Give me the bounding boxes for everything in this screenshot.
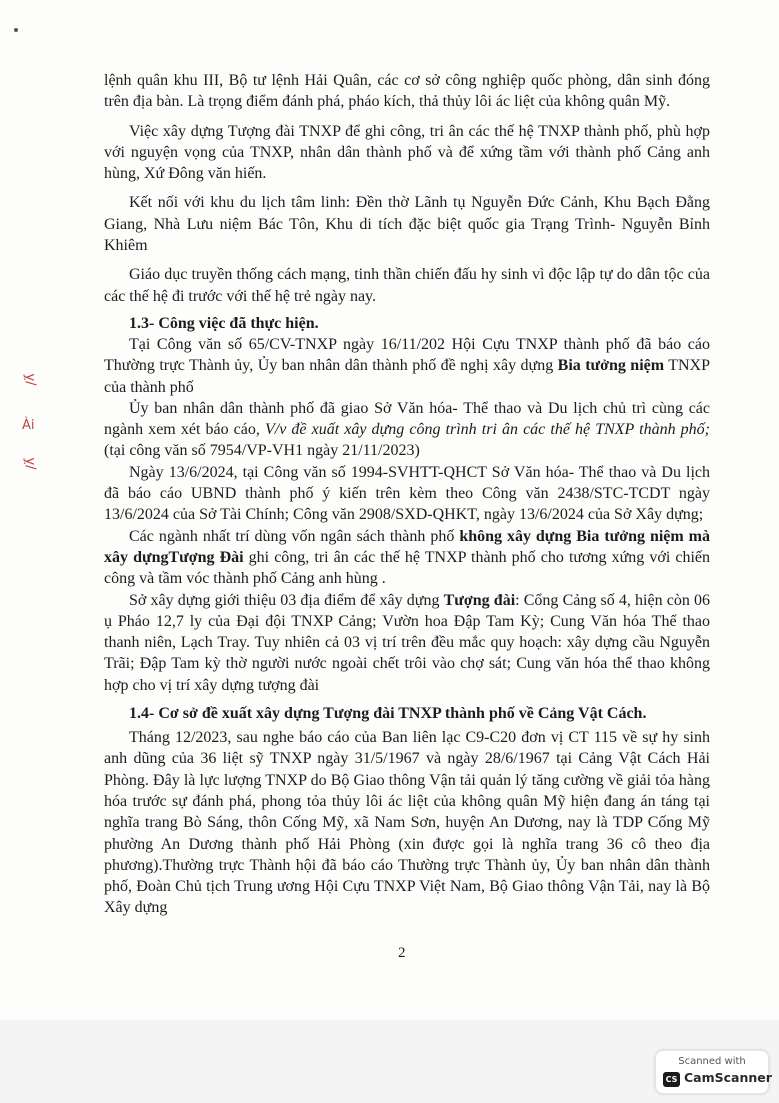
camscanner-logo-icon: CS (663, 1072, 680, 1087)
margin-handwriting: Ài (22, 418, 35, 433)
watermark-caption: Scanned with (678, 1056, 746, 1067)
paragraph: Tại Công văn số 65/CV-TNXP ngày 16/11/202 Hội Cựu TNXP thành phố đã báo cáo Thường trực Thành ủy, Ủy ban nhân dân thành phố đề nghị xây dựng Bia tưởng niệm TNXP của thành phố (104, 335, 711, 396)
camscanner-watermark (655, 1050, 772, 1094)
page-number: 2 (398, 945, 406, 961)
paragraph: Kết nối với khu du lịch tâm linh: Đền thờ Lãnh tụ Nguyễn Đức Cảnh, Khu Bạch Đằng Giang, Nhà Lưu niệm Bác Tôn, Khu di tích đặc biệt quốc gia Trạng Trình- Nguyễn Bỉnh Khiêm (104, 194, 710, 255)
paragraph: lệnh quân khu III, Bộ tư lệnh Hải Quân, các cơ sở công nghiệp quốc phòng, dân sinh đóng trên địa bàn. Là trọng điểm đánh phá, pháo kích, thả thủy lôi ác liệt của không quân Mỹ. (104, 72, 710, 111)
margin-handwriting: ỵ/ (22, 457, 38, 470)
section-heading: 1.3- Công việc đã thực hiện. (129, 314, 319, 332)
paragraph: Giáo dục truyền thống cách mạng, tinh thần chiến đấu hy sinh vì độc lập tự do dân tộc của các thế hệ đi trước với thế hệ trẻ ngày nay. (104, 266, 710, 305)
watermark-brand: CamScanner (684, 1070, 772, 1085)
paragraph: Các ngành nhất trí dùng vốn ngân sách thành phố không xây dựng Bia tưởng niệm mà xây dựngTượng Đài ghi công, tri ân các thế hệ TNXP thành phố cho tương xứng với chiến công và tầm vóc thành phố Cảng anh hùng . (104, 527, 711, 588)
paragraph: Ngày 13/6/2024, tại Công văn số 1994-SVHTT-QHCT Sở Văn hóa- Thể thao và Du lịch đã báo cáo UBND thành phố ý kiến trên kèm theo Công văn 2438/STC-TCDT ngày 13/6/2024 của Sở Tài Chính; Công văn 2908/SXD-QHKT, ngày 13/6/2024 của Sở Xây dựng; (104, 463, 710, 524)
scan-dot (14, 28, 18, 32)
margin-handwriting: ỵ/ (22, 373, 38, 386)
paragraph: Tháng 12/2023, sau nghe báo cáo của Ban liên lạc C9-C20 đơn vị CT 115 về sự hy sinh anh dũng của 36 liệt sỹ TNXP ngày 31/5/1967 và ngày 28/6/1967 tại Cảng Vật Cách Hải Phòng. Đây là lực lượng TNXP do Bộ Giao thông Vận tải quản lý tăng cường về giải tỏa hàng hóa trước sự đánh phá, phong tỏa thủy lôi ác liệt của không quân Mỹ hiện đang án táng tại nghĩa trang Bò Sáng, thôn Cống Mỹ, xã Nam Sơn, huyện An Dương, nay là TDP Cống Mỹ phường An Dương thành phố Hải Phòng (xin được gọi là nghĩa trang 36 cô theo địa phương).Thường trực Thành hội đã báo cáo Thường trực Thành ủy, Ủy ban nhân dân thành phố, Đoàn Chủ tịch Trung ương Hội Cựu TNXP Việt Nam, Bộ Giao thông Vận Tải, nay là Bộ Xây dựng (104, 729, 710, 917)
paragraph: Sở xây dựng giới thiệu 03 địa điểm để xây dựng Tượng đài: Cổng Cảng số 4, hiện còn 06 ụ Pháo 12,7 ly của Đại đội TNXP Cảng; Vườn hoa Đập Tam Kỳ; Cung Văn hóa Thể thao thanh niên, Lạch Tray. Tuy nhiên cả 03 vị trí trên đều mắc quy hoạch: xây dựng cầu Nguyễn Trãi; Đập Tam kỳ thờ người nước ngoài chết trôi vào chợ sát; Cung văn hóa thể thao không hợp cho vị trí xây dựng tượng đài (104, 591, 710, 694)
section-heading: 1.4- Cơ sở đề xuất xây dựng Tượng đài TNXP thành phố về Cảng Vật Cách. (129, 705, 647, 723)
paragraph: Việc xây dựng Tượng đài TNXP để ghi công, tri ân các thế hệ TNXP thành phố, phù hợp với nguyện vọng của TNXP, nhân dân thành phố và để xứng tầm với thành phố Cảng anh hùng, Xứ Đông văn hiến. (104, 122, 710, 183)
document-body (104, 70, 710, 919)
paragraph: Ủy ban nhân dân thành phố đã giao Sở Văn hóa- Thể thao và Du lịch chủ trì cùng các ngành xem xét báo cáo, V/v đề xuất xây dựng công trình tri ân các thế hệ TNXP thành phố; (tại công văn số 7954/VP-VH1 ngày 21/11/2023) (104, 399, 711, 460)
